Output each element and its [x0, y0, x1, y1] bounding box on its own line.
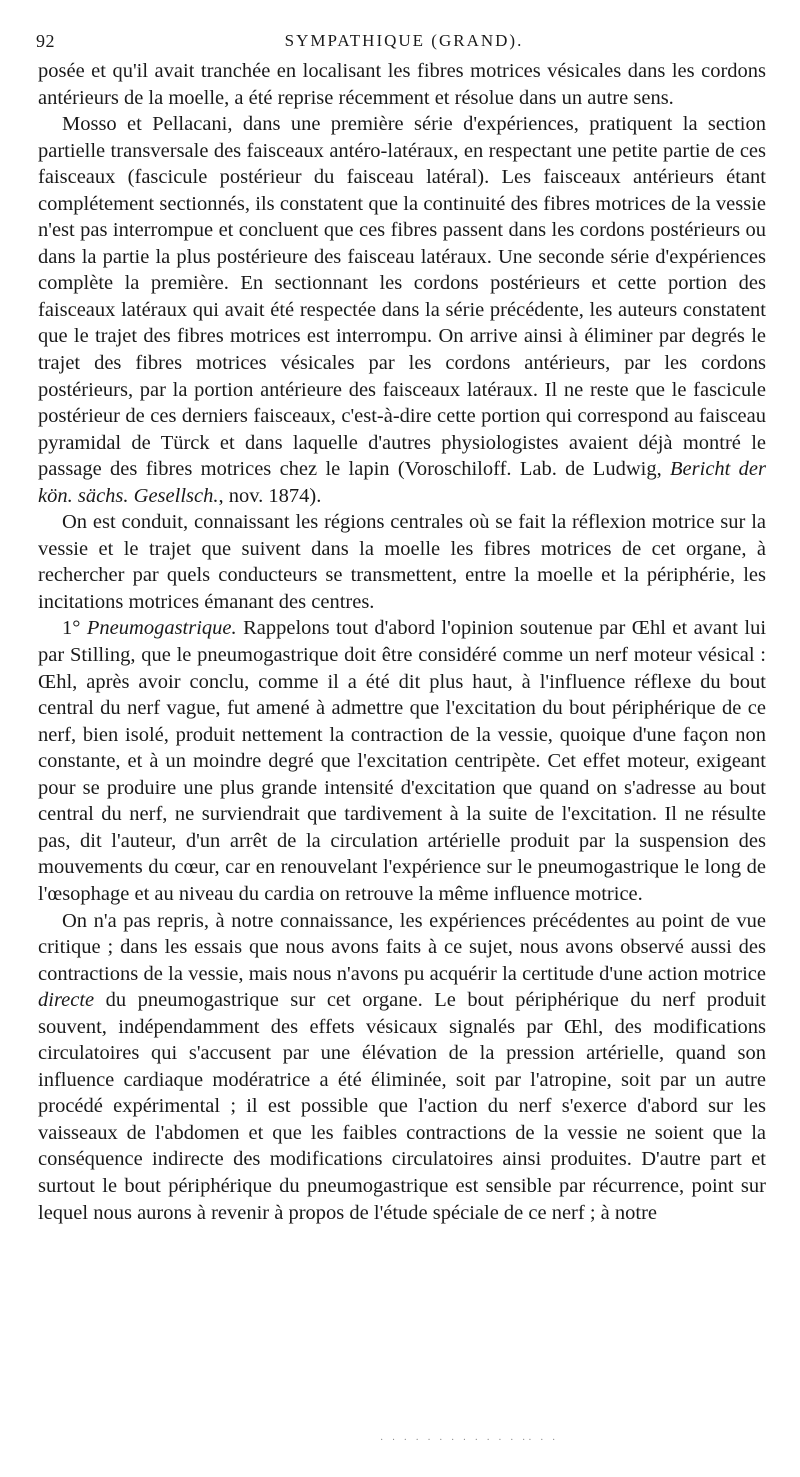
page-header	[36, 26, 772, 56]
paragraph-mosso-pellacani	[38, 111, 766, 509]
paragraph-1-text: posée et qu'il avait tranchée en localisant les fibres motrices vésicales dans les cordons antérieurs de la moelle, a été reprise récemment et résolue dans un autre sens.	[38, 60, 766, 109]
paragraph-5-text-a: On n'a pas repris, à notre connaissance, les expériences précédentes au point de vue critique ; dans les essais que nous avons faits à ce sujet, nous avons observé aussi des contractions de la vessie, mais nous n'avons pu acquérir la certitude d'une action motrice	[38, 909, 766, 985]
paragraph-4-heading: Pneumogastrique.	[86, 617, 237, 640]
page-number: 92	[36, 31, 55, 51]
running-title: SYMPATHIQUE (GRAND).	[284, 31, 524, 50]
paragraph-continuation	[38, 58, 766, 111]
paragraph-2-text-b: , nov. 1874).	[218, 484, 322, 507]
paragraph-2-citation: Bericht der kön. sächs. Gesellsch.	[38, 458, 767, 507]
paragraph-5-emphasis: directe	[38, 989, 95, 1012]
body-text	[38, 58, 766, 1226]
paragraph-conduction	[38, 509, 766, 615]
paragraph-2-text-a: Mosso et Pellacani, dans une première série d'expériences, pratiquent la section partielle transversale des faisceaux antéro-latéraux, en respectant une petite partie de ces faisceaux (fascicule postérieur du faisceau latéral). Les faisceaux antérieurs étant complétement sectionnés, ils constatent que la continuité des fibres motrices de la vessie n'est pas interrompue et concluent que ces fibres passent dans les cordons postérieurs ou dans la partie la plus postérieure des faisceau latéraux. Une seconde série d'expériences complète la première. En sectionnant les cordons postérieurs et cette portion des faisceaux latéraux qui avait été respectée dans la série précédente, les auteurs constatent que le trajet des fibres motrices est interrompu. On arrive ainsi à éliminer par degrés le trajet des fibres motrices vésicales par les cordons antérieurs, par les cordons postérieurs, par la portion antérieure des faisceaux latéraux. Il ne reste que le fascicule postérieur de ces derniers faisceaux, c'est-à-dire cette portion qui correspond au faisceau pyramidal de Türck et dans laquelle d'autres physiologistes avaient déjà montré le passage des fibres motrices chez le lapin (Voroschiloff. Lab. de Ludwig,	[38, 113, 766, 481]
paragraph-3-text: On est conduit, connaissant les régions centrales où se fait la réflexion motrice sur la vessie et le trajet que suivent dans la moelle les fibres motrices de cet organe, à rechercher par quels conducteurs se transmettent, entre la moelle et la périphérie, les incitations motrices émanant des centres.	[38, 511, 766, 613]
paragraph-4-text: Rappelons tout d'abord l'opinion soutenue par Œhl et avant lui par Stilling, que le pneumogastrique doit être considéré comme un nerf moteur vésical : Œhl, après avoir conclu, comme il a été dit plus haut, à l'influence réflexe du bout central du nerf vague, fut amené à admettre que l'excitation du bout périphérique de ce nerf, bien isolé, produit nettement la contraction de la vessie, quoique d'une façon non constante, et à un moindre degré que l'excitation centripète. Cet effet moteur, exigeant pour se produire une plus grande intensité d'excitation que quand on s'adresse au bout central du nerf, ne surviendrait que tardivement à la suite de l'excitation. Il ne résulte pas, dit l'auteur, d'un arrêt de la circulation artérielle produit par la suspension des mouvements du cœur, car en renouvelant l'expérience sur le pneumogastrique le long de l'œsophage et au niveau du cardia on retrouve la même influence motrice.	[38, 617, 767, 905]
paragraph-5-text-b: du pneumogastrique sur cet organe. Le bout périphérique du nerf produit souvent, indépendamment des effets vésicaux signalés par Œhl, des modifications circulatoires qui s'accusent par une élévation de la pression artérielle, quand son influence cardiaque modératrice a été éliminée, soit par l'atropine, soit par un autre procédé expérimental ; il est possible que l'action du nerf s'exerce d'abord sur les vaisseaux de l'abdomen et que les faibles contractions de la vessie ne soient que la conséquence indirecte des modifications circulatoires ainsi produites. D'autre part et surtout le bout périphérique du pneumogastrique est sensible par récurrence, point sur lequel nous aurons à revenir à propos de l'étude spéciale de ce nerf ; à notre	[38, 989, 766, 1224]
paragraph-critique	[38, 908, 766, 1227]
paragraph-pneumogastrique	[38, 615, 766, 907]
print-specks: · · · · · · · · · · · · ·· · ·	[380, 1436, 559, 1446]
paragraph-4-number: 1°	[62, 617, 81, 640]
